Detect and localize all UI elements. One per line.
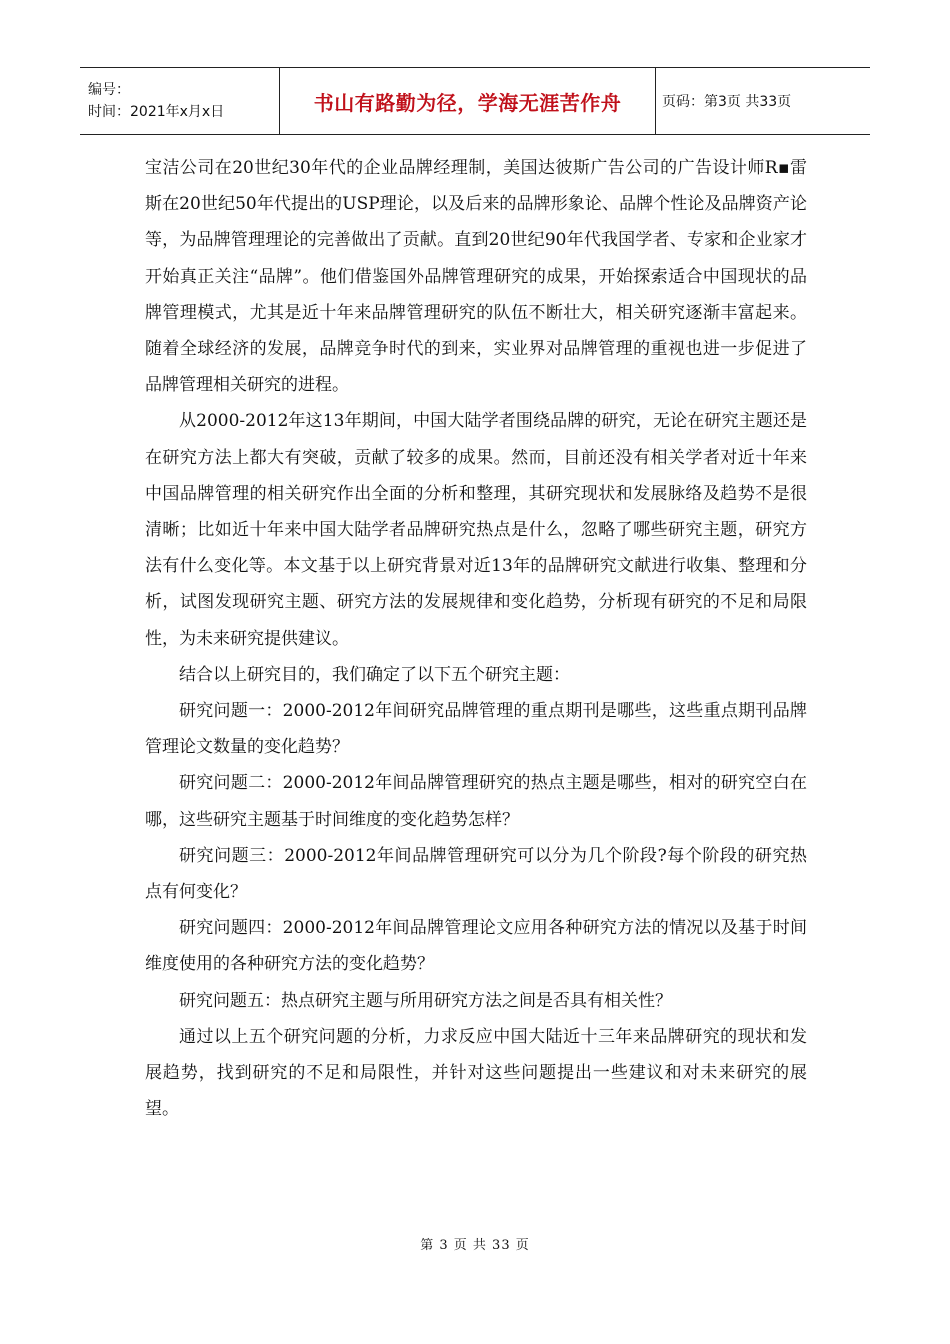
header-meta xyxy=(80,68,280,134)
header-number-label: 编号： xyxy=(88,82,130,98)
header-page-cell xyxy=(656,68,870,134)
header-motto-cell xyxy=(280,68,656,134)
header-motto: 书山有路勤为径，学海无涯苦作舟 xyxy=(313,90,622,115)
page-footer: 第 3 页 共 33 页 xyxy=(420,1238,530,1253)
paragraph: 从2000-2012年这13年期间，中国大陆学者围绕品牌的研究，无论在研究主题还是在研究方法上都大有突破，贡献了较多的成果。然而，目前还没有相关学者对近十年来中国品牌管理的相关研究作出全面的分析和整理，其研究现状和发展脉络及趋势不是很清晰；比如近十年来中国大陆学者品牌研究热点是什么，忽略了哪些研究主题，研究方法有什么变化等。本文基于以上研究背景对近13年的品牌研究文献进行收集、整理和分析，试图发现研究主题、研究方法的发展规律和变化趋势，分析现有研究的不足和局限性，为未来研究提供建议。 xyxy=(145,411,807,649)
paragraph: 通过以上五个研究问题的分析，力求反应中国大陆近十三年来品牌研究的现状和发展趋势，找到研究的不足和局限性，并针对这些问题提出一些建议和对未来研究的展望。 xyxy=(145,1026,807,1120)
paragraph: 研究问题一：2000-2012年间研究品牌管理的重点期刊是哪些，这些重点期刊品牌管理论文数量的变化趋势？ xyxy=(145,701,807,758)
paragraph: 研究问题三：2000-2012年间品牌管理研究可以分为几个阶段?每个阶段的研究热点有何变化？ xyxy=(145,845,807,903)
paragraph: 研究问题四：2000-2012年间品牌管理论文应用各种研究方法的情况以及基于时间维度使用的各种研究方法的变化趋势？ xyxy=(145,918,807,975)
paragraph: 研究问题二：2000-2012年间品牌管理研究的热点主题是哪些，相对的研究空白在哪，这些研究主题基于时间维度的变化趋势怎样？ xyxy=(145,773,807,830)
paragraph: 宝洁公司在20世纪30年代的企业品牌经理制，美国达彼斯广告公司的广告设计师R▪雷斯在20世纪50年代提出的USP理论，以及后来的品牌形象论、品牌个性论及品牌资产论等，为品牌管理理论的完善做出了贡献。直到20世纪90年代我国学者、专家和企业家才开始真正关注“品牌”。他们借鉴国外品牌管理研究的成果，开始探索适合中国现状的品牌管理模式，尤其是近十年来品牌管理研究的队伍不断壮大，相关研究逐渐丰富起来。随着全球经济的发展，品牌竞争时代的到来，实业界对品牌管理的重视也进一步促进了品牌管理相关研究的进程。 xyxy=(145,158,807,396)
paragraph: 结合以上研究目的，我们确定了以下五个研究主题： xyxy=(179,664,570,685)
header-page-label: 页码：第3页 共33页 xyxy=(662,94,792,110)
page-header xyxy=(80,67,870,135)
document-body xyxy=(145,150,807,1127)
paragraph: 研究问题五：热点研究主题与所用研究方法之间是否具有相关性？ xyxy=(179,990,672,1011)
header-time-label: 时间：2021年x月x日 xyxy=(88,104,225,120)
